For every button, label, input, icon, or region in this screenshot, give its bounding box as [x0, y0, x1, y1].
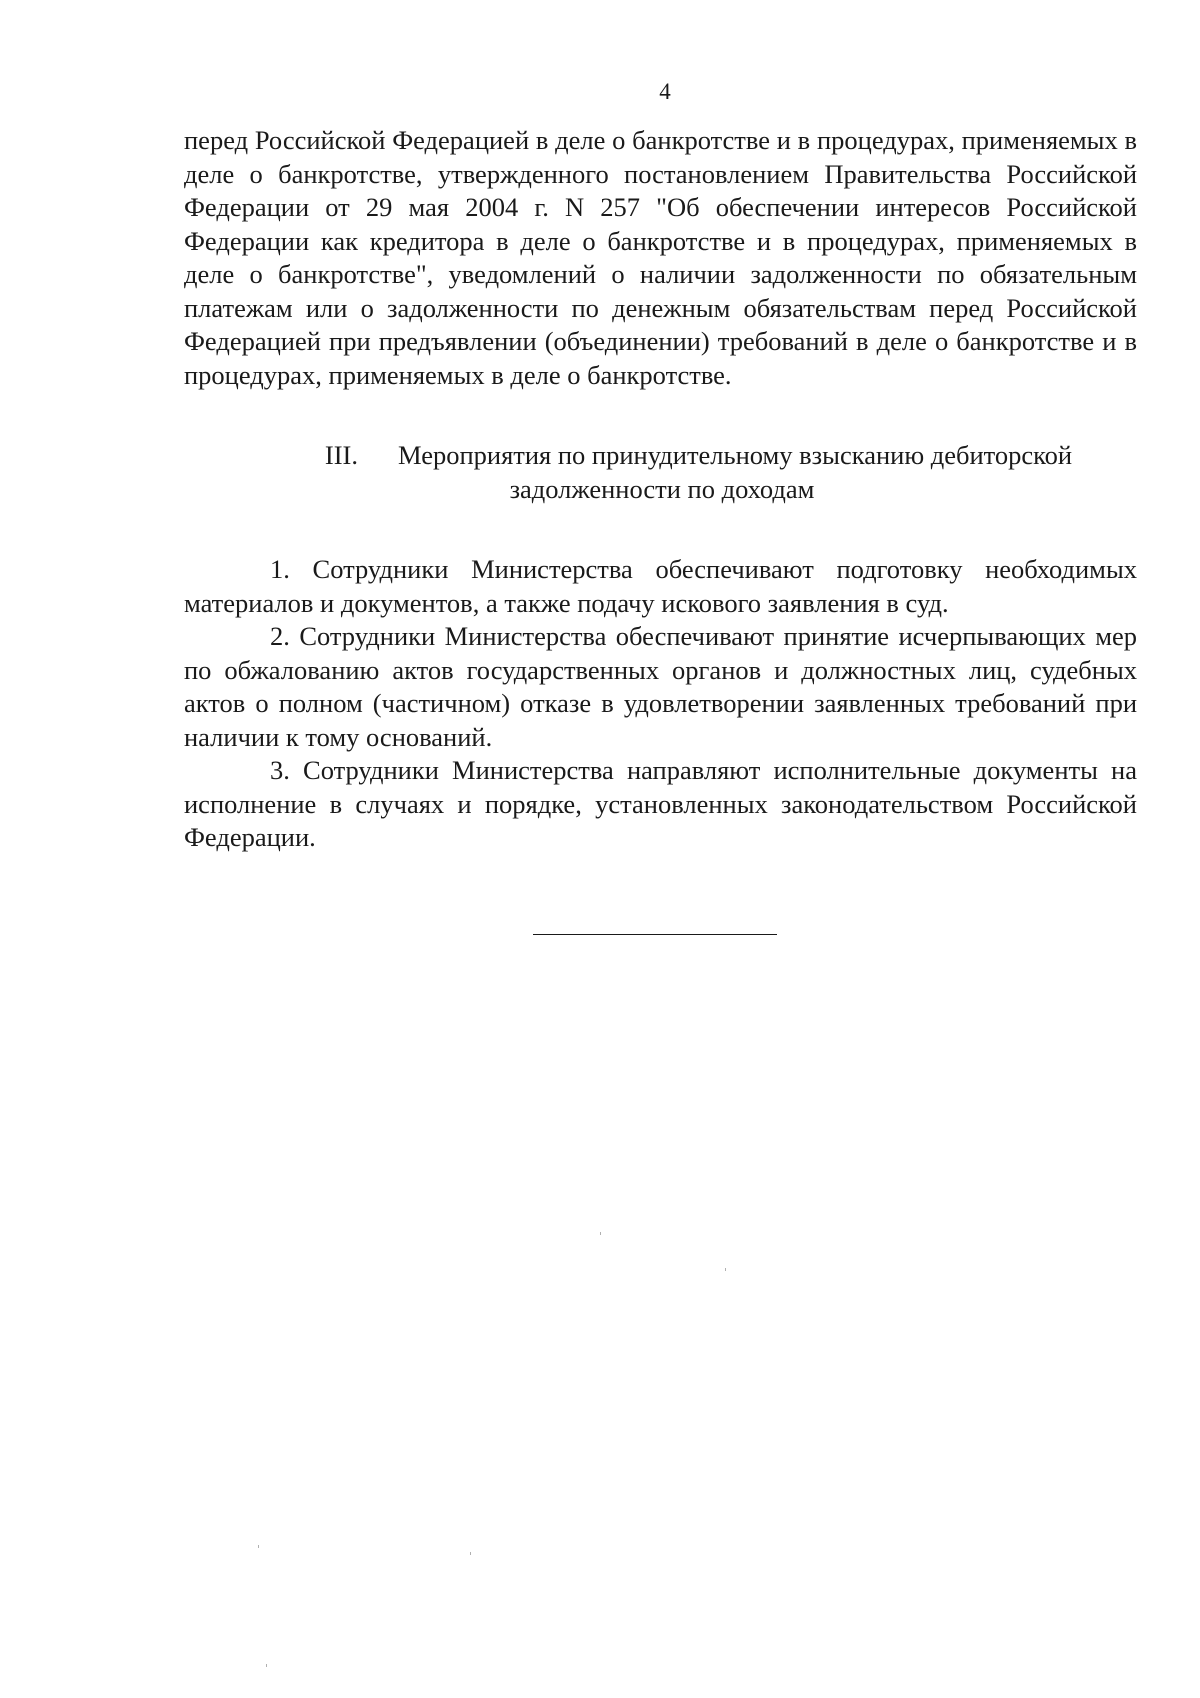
intro-paragraph: перед Российской Федерацией в деле о банкротстве и в процедурах, применяемых в деле о банкротстве, утвержденного постановлением Правительства Российской Федерации от 29 мая 2004 г. N 257 "Об обеспечении интересов Российской Федерации как кредитора в деле о банкротстве и в процедурах, применяемых в деле о банкротстве", уведомлений о наличии задолженности по обязательным платежам или о задолженности по денежным обязательствам перед Российской Федерацией при предъявлении (объединении) требований в деле о банкротстве и в процедурах, применяемых в деле о банкротстве. — [184, 125, 1137, 390]
scan-speck — [725, 1268, 726, 1271]
scan-speck — [266, 1664, 267, 1667]
end-of-document-rule — [533, 934, 777, 935]
list-item-2: 2. Сотрудники Министерства обеспечивают принятие исчерпывающих мер по обжалованию актов государственных органов и должностных лиц, судебных актов о полном (частичном) отказе в удовлетворении заявленных требований при наличии к тому оснований. — [184, 621, 1137, 752]
scan-speck — [600, 1232, 601, 1235]
document-body — [184, 124, 1137, 855]
scan-speck — [470, 1552, 471, 1555]
section-number: III. — [324, 440, 358, 470]
section-heading-line1 — [184, 439, 1137, 473]
section-title-line2: задолженности по доходам — [509, 473, 815, 504]
section-heading — [184, 439, 1137, 506]
list-item-1: 1. Сотрудники Министерства обеспечивают подготовку необходимых материалов и документов, а также подачу искового заявления в суд. — [184, 554, 1137, 618]
page-number: 4 — [659, 79, 671, 104]
scan-speck — [258, 1545, 259, 1548]
list-item-3: 3. Сотрудники Министерства направляют исполнительные документы на исполнение в случаях и порядке, установленных законодательством Российской Федерации. — [184, 755, 1137, 852]
section-title-line1: Мероприятия по принудительному взысканию дебиторской — [398, 440, 1073, 470]
